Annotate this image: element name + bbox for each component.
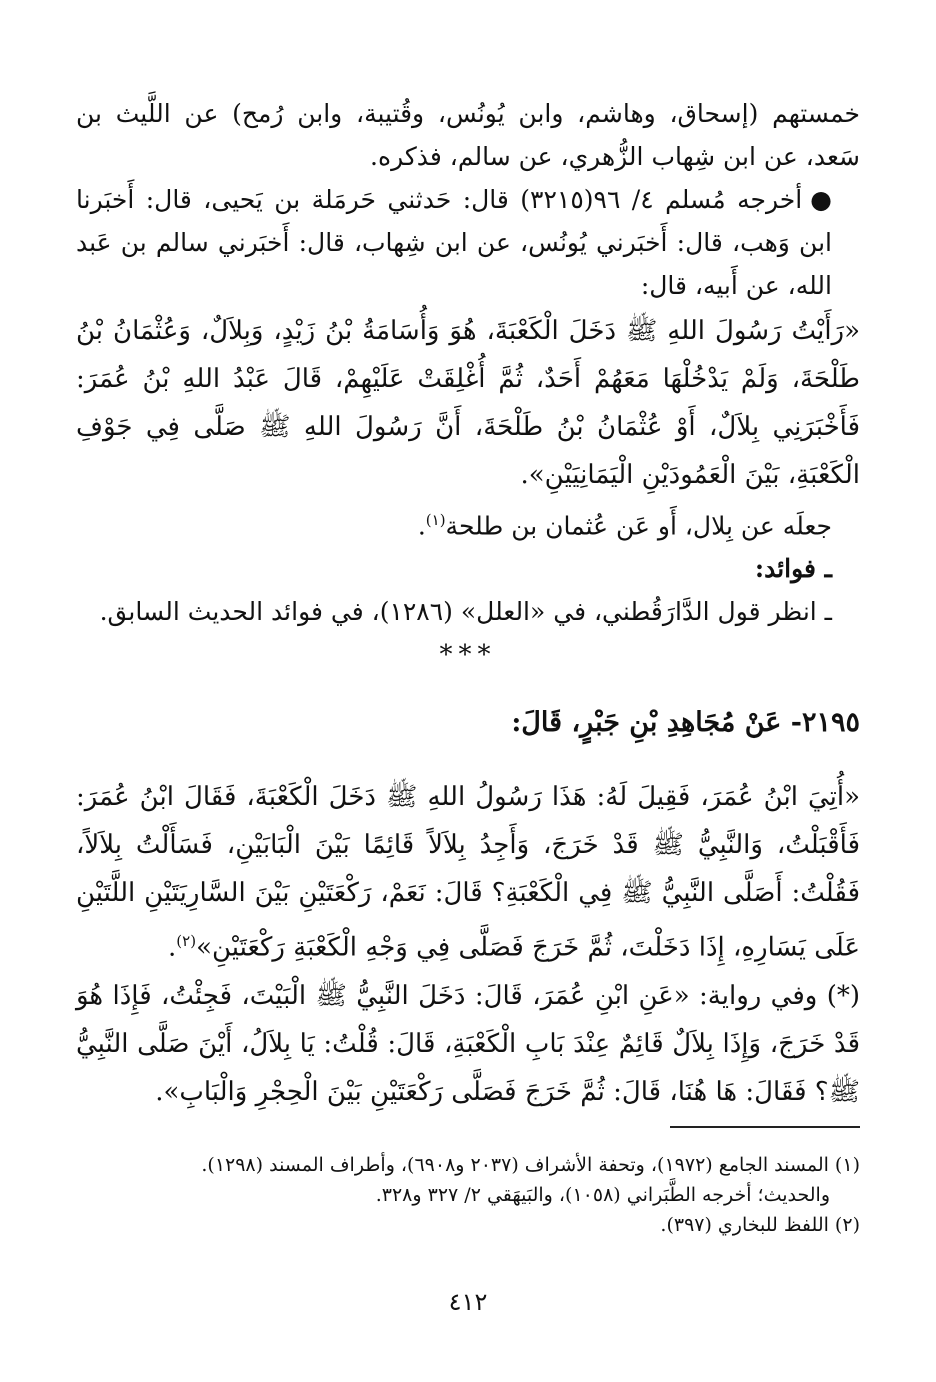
footnote-ref-1[interactable]: (١): [425, 511, 446, 529]
bullet-icon: ●: [810, 185, 832, 214]
hadith-heading-2195: ٢١٩٥- عَنْ مُجَاهِدِ بْنِ جَبْرٍ، قَالَ:: [511, 707, 860, 739]
footnote-1-continuation: والحديث؛ أخرجه الطَّبَراني (١٠٥٨)، والبَيهَقي ٢/ ٣٢٧ و٣٢٨.: [375, 1184, 830, 1206]
page-number: ٤١٢: [448, 1288, 488, 1316]
narrator-note-text: جعلَه عن بِلال، أَو عَن عُثمان بن طلحة: [445, 511, 832, 541]
paragraph-muslim-source-text: أخرجه مُسلم ٤/ ٩٦(٣٢١٥) قال: حَدثني حَرمَلة بن يَحيى، قال: أَخبَرنا ابن وَهب، قال: أَخبَرني يُونُس، عن ابن شِهاب، قال: أَخبَرني سالم بن عَبد الله، عن أَبيه، قال:: [76, 185, 832, 300]
section-separator: ***: [439, 640, 497, 671]
hadith-text-kaaba-prayer: «رَأَيْتُ رَسُولَ اللهِ ﷺ دَخَلَ الْكَعْبَةَ، هُوَ وَأُسَامَةُ بْنُ زَيْدٍ، وَبِلاَلٌ، وَعُثْمَانُ بْنُ طَلْحَةَ، وَلَمْ يَدْخُلْهَا مَعَهُمْ أَحَدٌ، ثُمَّ أُغْلِقَتْ عَلَيْهِمْ، قَالَ عَبْدُ اللهِ بْنُ عُمَرَ: فَأَخْبَرَنِي بِلاَلٌ، أَوْ عُثْمَانُ بْنُ طَلْحَةَ، أَنَّ رَسُولَ اللهِ ﷺ صَلَّى فِي جَوْفِ الْكَعْبَةِ، بَيْنَ الْعَمُودَيْنِ الْيَمَانِيَيْنِ».: [76, 316, 860, 490]
footnote-1: (١) المسند الجامع (١٩٧٢)، وتحفة الأشراف (٢٠٣٧ و٦٩٠٨)، وأطراف المسند (١٢٩٨).: [201, 1154, 860, 1176]
paragraph-fawaid-note: ـ انظر قول الدَّارَقُطني، في «العلل» (١٢٨٦)، في فوائد الحديث السابق.: [99, 597, 832, 627]
footnote-2: (٢) اللفظ للبخاري (٣٩٧).: [660, 1214, 860, 1236]
hadith-text-mujahid-end: .: [168, 932, 177, 963]
paragraph-chain-continuation: خمستهم (إسحاق، وهاشم، وابن يُونُس، وقُتيبة، وابن رُمح) عن اللَّيث بن سَعد، عن ابن شِهاب الزُّهري، عن سالم، فذكره.: [76, 99, 860, 171]
hadith-text-mujahid-body: «أُتِيَ ابْنُ عُمَرَ، فَقِيلَ لَهُ: هَذَا رَسُولُ اللهِ ﷺ دَخَلَ الْكَعْبَةَ، فَقَالَ ابْنُ عُمَرَ: فَأَقْبَلْتُ، وَالنَّبِيُّ ﷺ قَدْ خَرَجَ، وَأَجِدُ بِلاَلاً قَائِمًا بَيْنَ الْبَابَيْنِ، فَسَأَلْتُ بِلاَلاً، فَقُلْتُ: أَصَلَّى النَّبِيُّ ﷺ فِي الْكَعْبَةِ؟ قَالَ: نَعَمْ، رَكْعَتَيْنِ بَيْنَ السَّارِيَتَيْنِ اللَّتَيْنِ عَلَى يَسَارِهِ، إِذَا دَخَلْتَ، ثُمَّ خَرَجَ فَصَلَّى فِي وَجْهِ الْكَعْبَةِ رَكْعَتَيْنِ»: [76, 782, 860, 963]
paragraph-narrator-note: [76, 499, 860, 547]
footnote-divider: [670, 1126, 860, 1128]
footnotes: [76, 1150, 860, 1240]
hadith-text-mujahid: [76, 773, 860, 972]
fawaid-heading: ـ فوائد:: [754, 554, 832, 584]
hadith-alternate-narration: (*) وفي رواية: «عَنِ ابْنِ عُمَرَ، قَالَ: دَخَلَ النَّبِيُّ ﷺ الْبَيْتَ، فَجِئْتُ، فَإِذَا هُوَ قَدْ خَرَجَ، وَإِذَا بِلاَلٌ قَائِمٌ عِنْدَ بَابِ الْكَعْبَةِ، قَالَ: قُلْتُ: يَا بِلاَلُ، أَيْنَ صَلَّى النَّبِيُّ ﷺ؟ فَقَالَ: هَا هُنَا، قَالَ: ثُمَّ خَرَجَ فَصَلَّى رَكْعَتَيْنِ بَيْنَ الْحِجْرِ وَالْبَابِ».: [76, 980, 861, 1107]
narrator-note-end: .: [417, 511, 426, 541]
footnote-ref-2[interactable]: (٢): [176, 932, 197, 951]
paragraph-muslim-source: [76, 178, 860, 307]
